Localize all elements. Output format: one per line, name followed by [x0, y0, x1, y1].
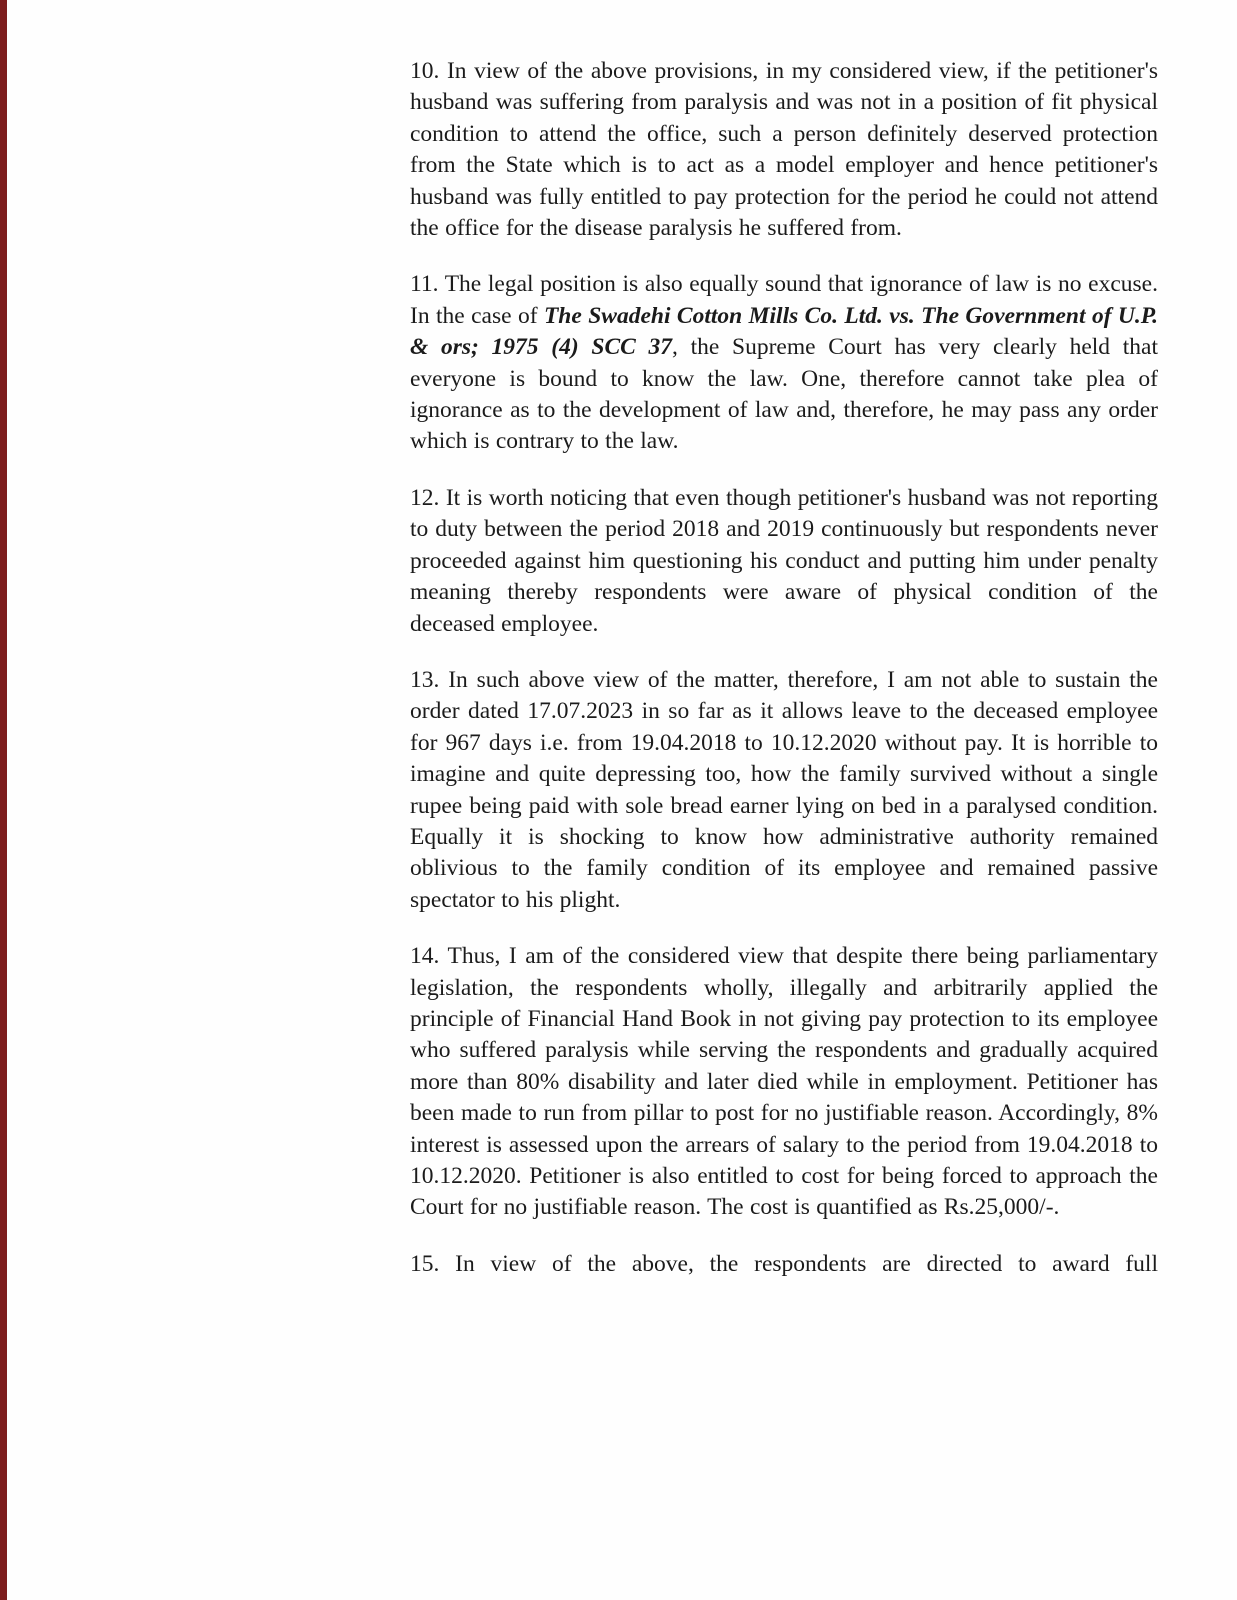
paragraph-text: , the Supreme Court has very clearly held that everyone is bound to know the law. One, therefore cannot take plea of ignorance as to the development of law and, therefore, he may pass any order which is contrary to the law.: [410, 334, 1158, 455]
paragraph-13: [410, 665, 1158, 916]
paragraph-text: 15. In view of the above, the respondents are directed to award full: [410, 1250, 1158, 1277]
paragraph-15: [410, 1249, 1158, 1280]
paragraph-text: 13. In such above view of the matter, therefore, I am not able to sustain the order dated 17.07.2023 in so far as it allows leave to the deceased employee for 967 days i.e. from 19.04.2018 to 10.12.2020 without pay. It is horrible to imagine and quite depressing too, how the family survived without a single rupee being paid with sole bread earner lying on bed in a paralysed condition. Equally it is shocking to know how administrative authority remained oblivious to the family condition of its employee and remained passive spectator to his plight.: [410, 666, 1158, 913]
paragraph-text: 10. In view of the above provisions, in my considered view, if the petitioner's husband was suffering from paralysis and was not in a position of fit physical condition to attend the office, such a person definitely deserved protection from the State which is to act as a model employer and hence petitioner's husband was fully entitled to pay protection for the period he could not attend the office for the disease paralysis he suffered from.: [410, 58, 1158, 242]
paragraph-text: 12. It is worth noticing that even though petitioner's husband was not reporting to duty between the period 2018 and 2019 continuously but respondents never proceeded against him questioning his conduct and putting him under penalty meaning thereby respondents were aware of physical condition of the deceased employee.: [410, 484, 1158, 637]
paragraph-text: 11. The legal position is also equally sound that ignorance of law is no excuse. In the case of: [410, 271, 1158, 329]
paragraph-text: 14. Thus, I am of the considered view that despite there being parliamentary legislation, the respondents wholly, illegally and arbitrarily applied the principle of Financial Hand Book in not giving pay protection to its employee who suffered paralysis while serving the respondents and gradually acquired more than 80% disability and later died while in employment. Petitioner has been made to run from pillar to post for no justifiable reason. Accordingly, 8% interest is assessed upon the arrears of salary to the period from 19.04.2018 to 10.12.2020. Petitioner is also entitled to cost for being forced to approach the Court for no justifiable reason. The cost is quantified as Rs.25,000/-.: [410, 943, 1158, 1221]
case-citation: The Swadehi Cotton Mills Co. Ltd. vs. The Government of U.P. & ors; 1975 (4) SCC 37: [410, 302, 1158, 361]
judgment-text-block: [410, 0, 1158, 1305]
paragraph-11: [410, 269, 1158, 457]
paragraph-14: [410, 941, 1158, 1224]
page-left-edge-bar: [0, 0, 7, 1600]
paragraph-12: [410, 483, 1158, 640]
paragraph-10: [410, 56, 1158, 244]
